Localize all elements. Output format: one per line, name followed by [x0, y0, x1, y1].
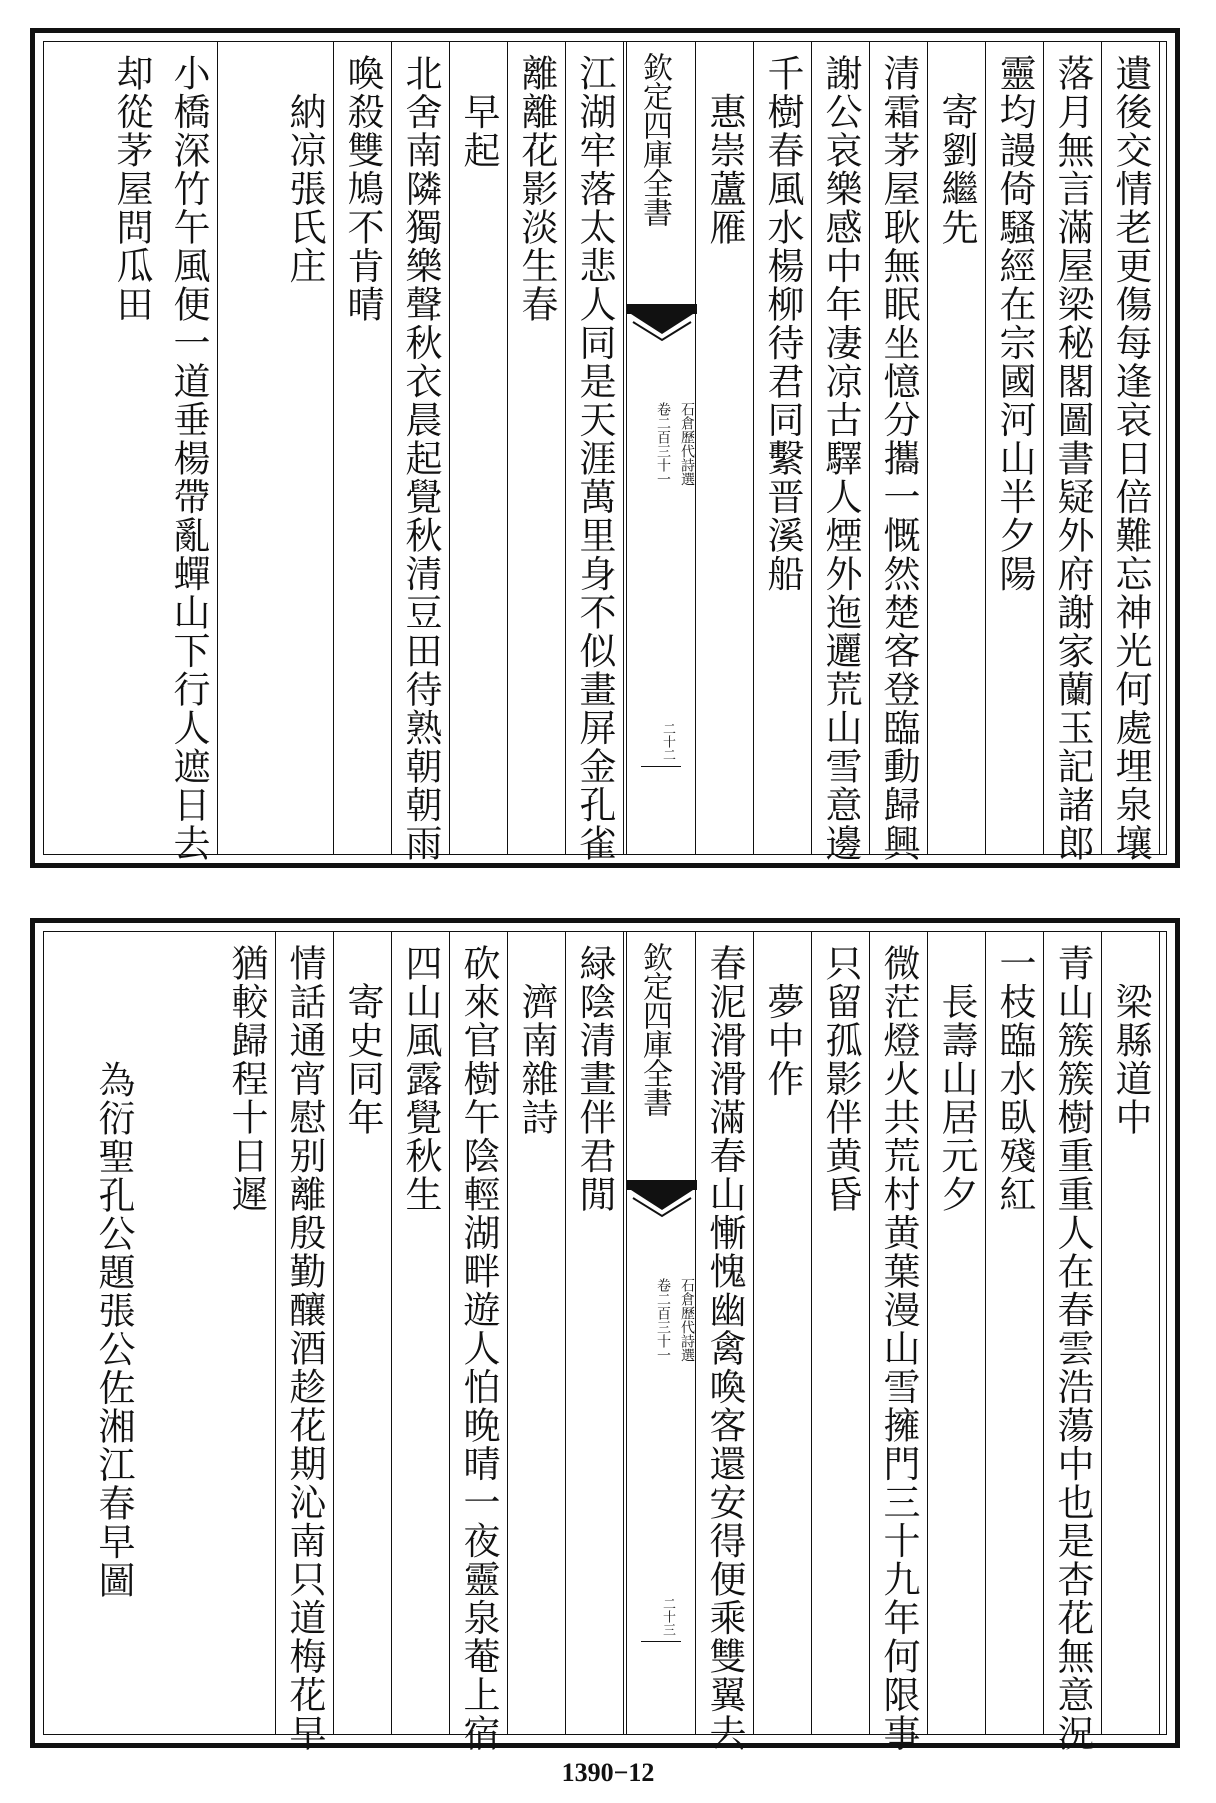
folio-number: 二十三 — [649, 1597, 677, 1636]
collection-title: 石倉歷代詩選 — [679, 1278, 695, 1362]
text-column: 寄劉繼先 — [928, 42, 986, 854]
text-column: 寄史同年 — [334, 932, 392, 1734]
fishtail-mark — [627, 1180, 697, 1240]
volume-info — [627, 1278, 697, 1362]
text-column: 靈均謾倚騷經在宗國河山半夕陽 — [986, 42, 1044, 854]
center-fold — [626, 42, 696, 854]
text-column: 清霜茅屋耿無眠坐憶分攜一慨然楚客登臨動歸興 — [870, 42, 928, 854]
book-title: 欽定四庫全書 — [637, 52, 672, 226]
text-column: 春泥滑滑滿春山慚愧幽禽喚客還安得便乘雙翼去 — [696, 932, 754, 1734]
text-column: 砍來官樹午陰輕湖畔遊人怕晚晴一夜靈泉菴上宿 — [450, 932, 508, 1734]
text-column: 惠崇蘆雁 — [696, 42, 754, 854]
page-top — [30, 28, 1180, 868]
text-column: 落月無言滿屋梁秘閣圖書疑外府謝家蘭玉記諸郎 — [1044, 42, 1102, 854]
page-number: 1390−12 — [561, 1758, 655, 1787]
text-column: 四山風露覺秋生 — [392, 932, 450, 1734]
center-fold — [626, 932, 696, 1734]
text-column: 青山簇簇樹重重人在春雲浩蕩中也是杏花無意況 — [1044, 932, 1102, 1734]
page-frame — [43, 41, 1167, 863]
text-column: 濟南雜詩 — [508, 932, 566, 1734]
text-column: 離離花影淡生春 — [508, 42, 566, 854]
text-column: 梁縣道中 — [1102, 932, 1160, 1734]
fishtail-mark — [627, 304, 697, 364]
volume-number: 卷二百三十一 — [655, 1278, 671, 1362]
text-column: 長壽山居元夕 — [928, 932, 986, 1734]
book-title: 欽定四庫全書 — [637, 942, 672, 1116]
page-bottom — [30, 918, 1180, 1753]
text-column: 江湖牢落太悲人同是天涯萬里身不似畫屏金孔雀 — [566, 42, 624, 854]
page-frame — [43, 931, 1167, 1753]
text-column: 早起 — [450, 42, 508, 854]
collection-title: 石倉歷代詩選 — [679, 402, 695, 486]
text-column: 夢中作 — [754, 932, 812, 1734]
text-column: 千樹春風水楊柳待君同繫晋溪船 — [754, 42, 812, 854]
text-column: 緑陰清晝伴君閒 — [566, 932, 624, 1734]
text-column: 微茫燈火共荒村黄葉漫山雪擁門三十九年何限事 — [870, 932, 928, 1734]
folio-number: 二十二 — [649, 722, 677, 761]
text-column: 喚殺雙鳩不肯晴 — [334, 42, 392, 854]
volume-number: 卷二百三十一 — [655, 402, 671, 486]
text-column: 一枝臨水臥殘紅 — [986, 932, 1044, 1734]
text-column: 納凉張氏庄 — [276, 42, 334, 854]
text-column: 小橋深竹午風便一道垂楊帶亂蟬山下行人遮日去 — [160, 42, 218, 854]
text-column: 為衍聖孔公題張公佐湘江春早圖 — [92, 1022, 135, 1600]
text-column: 只留孤影伴黄昏 — [812, 932, 870, 1734]
text-column: 情話通宵慰别離殷勤釀酒趁花期沁南只道梅花早 — [276, 932, 334, 1734]
text-column: 却從茅屋問瓜田 — [110, 54, 153, 324]
volume-info — [627, 402, 697, 486]
text-column: 猶較歸程十日遲 — [218, 932, 276, 1734]
text-column: 北舍南隣獨樂聲秋衣晨起覺秋清豆田待熟朝朝雨 — [392, 42, 450, 854]
text-column: 遺後交情老更傷每逢哀日倍難忘神光何處埋泉壤 — [1102, 42, 1160, 854]
text-column: 謝公哀樂感中年凄凉古驛人煙外迤邐荒山雪意邊 — [812, 42, 870, 854]
